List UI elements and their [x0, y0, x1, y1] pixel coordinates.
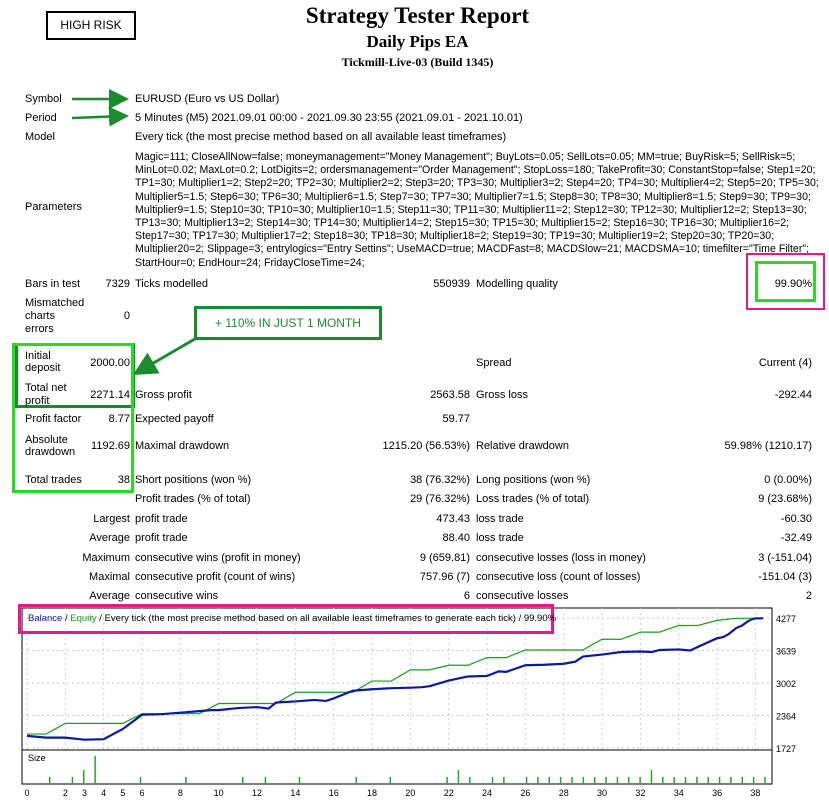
legend-equity: Equity	[70, 613, 97, 624]
x-tick-label: 18	[367, 788, 378, 798]
x-tick-label: 16	[328, 788, 339, 798]
max-wins-label: consecutive wins (profit in money)	[135, 552, 301, 564]
abs-dd-value: 1192.69	[91, 440, 130, 452]
max-dd-label: Maximal drawdown	[135, 440, 230, 452]
largest-loss-value: -60.30	[780, 513, 812, 525]
loss-trades-value: 9 (23.68%)	[758, 493, 812, 505]
y-tick-label: 3639	[776, 646, 797, 657]
y-tick-label: 1727	[776, 744, 797, 754]
x-tick-label: 38	[750, 788, 761, 798]
gross-loss-value: -292.44	[774, 389, 812, 401]
trades-label: Total trades	[25, 474, 82, 486]
callout-arrow	[138, 336, 200, 372]
y-tick-label: 3002	[776, 679, 797, 689]
deposit-label-2: deposit	[25, 362, 61, 374]
average-label: Average	[89, 532, 130, 544]
y-tick-label: 4277	[776, 614, 797, 624]
net-label-1: Total net	[25, 382, 67, 394]
loss-trades-label: Loss trades (% of total)	[476, 493, 590, 505]
payoff-label: Expected payoff	[135, 413, 214, 425]
x-tick-label: 32	[635, 788, 646, 798]
average-loss-value: -32.49	[780, 532, 812, 544]
x-tick-label: 20	[405, 788, 416, 798]
x-tick-label: 36	[712, 788, 723, 798]
long-value: 0 (0.00%)	[764, 474, 812, 486]
largest-label: Largest	[93, 513, 130, 525]
avg-wins-label: consecutive wins	[135, 590, 219, 602]
largest-loss-label: loss trade	[476, 513, 524, 525]
abs-dd-label-1: Absolute	[25, 434, 68, 446]
period-value: 5 Minutes (M5) 2021.09.01 00:00 - 2021.09.30 23:55 (2021.09.01 - 2021.10.01)	[135, 112, 523, 124]
x-tick-label: 22	[443, 788, 454, 798]
legend-rest: / Every tick (the most precise method based on all available least timeframes to generate each tick) / 99.90%	[96, 613, 557, 624]
profit-trades-value: 29 (76.32%)	[410, 493, 470, 505]
abs-dd-label-2: drawdown	[25, 446, 76, 458]
ticks-value: 550939	[433, 278, 470, 290]
bars-label: Bars in test	[25, 278, 81, 290]
x-tick-label: 5	[120, 788, 126, 798]
x-tick-label: 12	[252, 788, 263, 798]
y-tick-label: 2364	[776, 711, 797, 722]
largest-profit-value: 473.43	[436, 513, 470, 525]
gross-profit-value: 2563.58	[430, 389, 470, 401]
x-tick-label: 14	[290, 788, 301, 798]
long-label: Long positions (won %)	[476, 474, 591, 486]
mismatch-value: 0	[123, 310, 130, 322]
quality-value: 99.90%	[774, 278, 812, 290]
mismatch-label-2: charts	[25, 310, 55, 322]
gross-loss-label: Gross loss	[476, 389, 528, 401]
average-profit-value: 88.40	[442, 532, 470, 544]
symbol-label: Symbol	[25, 93, 62, 105]
rel-dd-label: Relative drawdown	[476, 440, 569, 452]
maximal-label: Maximal	[89, 571, 130, 583]
average-profit-label: profit trade	[135, 532, 188, 544]
avg-losses-value: 2	[805, 590, 812, 602]
report-subtitle: Daily Pips EA	[366, 32, 469, 51]
x-tick-label: 2	[62, 788, 68, 798]
chart-y-labels	[776, 614, 796, 754]
size-frame	[22, 750, 772, 784]
chart-legend	[28, 613, 556, 624]
max-losses-value: 3 (-151.04)	[758, 552, 812, 564]
short-value: 38 (76.32%)	[410, 474, 470, 486]
period-label: Period	[25, 112, 57, 124]
largest-profit-label: profit trade	[135, 513, 188, 525]
x-tick-label: 26	[520, 788, 531, 798]
payoff-value: 59.77	[442, 413, 470, 425]
maximal-loss-label: consecutive loss (count of losses)	[476, 571, 641, 583]
maximal-profit-label: consecutive profit (count of wins)	[135, 571, 296, 583]
x-tick-label: 34	[673, 788, 684, 798]
rel-dd-value: 59.98% (1210.17)	[724, 440, 812, 452]
x-tick-label: 3	[81, 788, 88, 798]
x-tick-label: 28	[558, 788, 569, 798]
net-value: 2271.14	[90, 389, 130, 401]
short-label: Short positions (won %)	[135, 474, 252, 486]
avg-losses-label: consecutive losses	[476, 590, 569, 602]
net-label-2: profit	[25, 395, 50, 407]
parameters-label: Parameters	[25, 201, 82, 213]
x-tick-label: 24	[482, 788, 493, 798]
deposit-label-1: Initial	[25, 350, 51, 362]
maximal-loss-value: -151.04 (3)	[758, 571, 812, 583]
profit-trades-label: Profit trades (% of total)	[135, 493, 251, 505]
mismatch-label-3: errors	[25, 323, 54, 335]
parameters-value: Magic=111; CloseAllNow=false; moneymanagement="Money Management"; BuyLots=0.05; SellLots=0.05; MM=true; BuyRisk=5; SellRisk=5; MinLot=0.02; MaxLot=0.2; LotDigits=2; ordersmanagement="Order Management"; StopLoss=180; TakeProfit=30; ConstantStop=false; Step1=20; TP1=30; Multiplier1=2; Step2=20; TP2=30; Multiplier2=2; Step3=20; TP3=30; Multiplier3=2; Step4=20; TP4=30; Multiplier4=2; Step5=20; TP5=30; Multiplier5=1.5; Step6=30; TP6=30; Multiplier6=1.5; Step7=30; TP7=30; Multiplier7=1.5; Step8=30; TP8=30; Multiplier8=1.5; Step9=30; TP9=30; Multiplier9=1.5; Step10=30; TP10=30; Multiplier10=1.5; Step11=30; TP11=30; Multiplier11=2; Step12=30; TP12=30; Multiplier12=2; Step13=30; TP13=30; Multiplier13=2; Step14=30; TP14=30; Multiplier14=2; Step15=30; TP15=30; Multiplier15=2; Step16=30; TP16=30; Multiplier16=2; Step17=30; TP17=30; Multiplier17=2; Step18=30; TP18=30; Multiplier18=2; Step19=30; TP19=30; Multiplier19=2; Step20=30; TP20=30; Multiplier20=2; Slippage=3; entrylogics="Entry Settins"; UseMACD=true; MACDFast=8; MACDSlow=21; MACDSMA=10; timefilter="Time Filter"; StartHour=0; EndHour=24; FridayCloseTime=24;	[135, 151, 819, 269]
x-tick-label: 10	[213, 788, 224, 798]
maximum-label: Maximum	[82, 552, 130, 564]
size-label: Size	[28, 753, 46, 763]
x-tick-label: 8	[177, 788, 183, 798]
high-risk-label: HIGH RISK	[60, 18, 122, 32]
spread-label: Spread	[476, 357, 512, 369]
max-losses-label: consecutive losses (loss in money)	[476, 552, 646, 564]
gross-profit-label: Gross profit	[135, 389, 192, 401]
mismatch-label-1: Mismatched	[25, 297, 85, 309]
x-tick-label: 4	[101, 788, 107, 798]
symbol-value: EURUSD (Euro vs US Dollar)	[135, 93, 280, 105]
chart-x-labels	[24, 788, 760, 798]
x-tick-label: 30	[597, 788, 608, 798]
average-cons-label: Average	[89, 590, 130, 602]
max-wins-value: 9 (659.81)	[419, 552, 470, 564]
maximal-profit-value: 757.96 (7)	[419, 571, 470, 583]
model-value: Every tick (the most precise method based on all available least timeframes)	[135, 131, 507, 143]
spread-value: Current (4)	[758, 357, 812, 369]
max-dd-value: 1215.20 (56.53%)	[382, 440, 470, 452]
profit-factor-label: Profit factor	[25, 413, 82, 425]
profit-factor-value: 8.77	[108, 413, 130, 425]
callout-text: + 110% IN JUST 1 MONTH	[215, 316, 361, 330]
x-tick-label: 6	[139, 788, 145, 798]
bars-value: 7329	[105, 278, 130, 290]
legend-balance: Balance	[28, 613, 63, 624]
deposit-value: 2000.00	[90, 357, 130, 369]
model-label: Model	[25, 131, 55, 143]
average-loss-label: loss trade	[476, 532, 524, 544]
report-title: Strategy Tester Report	[305, 3, 530, 28]
x-tick-label: 0	[24, 788, 30, 798]
quality-highlight-inner	[755, 261, 816, 302]
legend-sep: /	[62, 613, 71, 624]
quality-label: Modelling quality	[476, 278, 558, 290]
avg-wins-value: 6	[463, 590, 470, 602]
period-arrow	[72, 116, 124, 118]
ticks-label: Ticks modelled	[135, 278, 208, 290]
trades-value: 38	[117, 474, 130, 486]
server-label: Tickmill-Live-03 (Build 1345)	[341, 55, 494, 69]
